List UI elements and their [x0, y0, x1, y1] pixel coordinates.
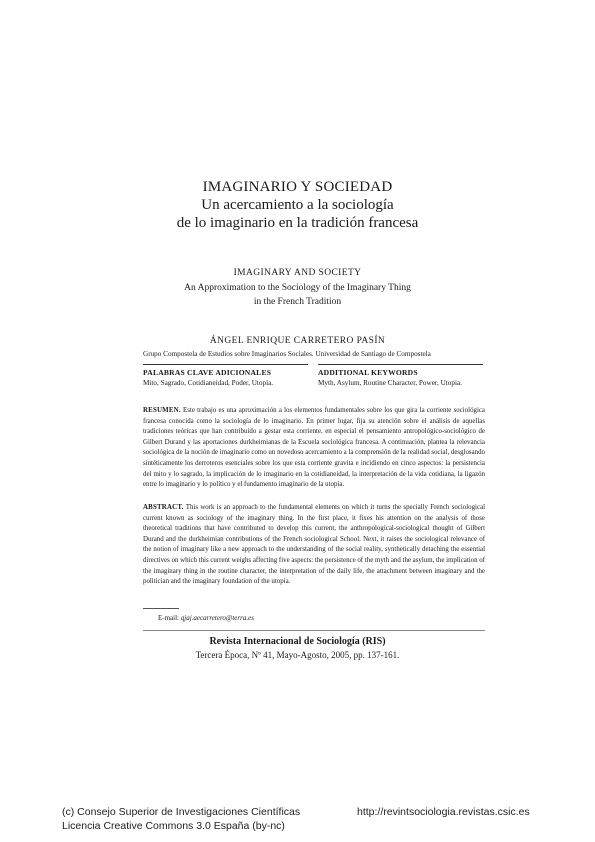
footnote-email	[158, 614, 254, 622]
abstract-text: This work is an approach to the fundamental elements on which it turns the specially French sociological current known as sociology of the imaginary thing. In the first place, it fixes his attention on the analysis of those theoretical traditions that have contributed to develop this current, the anthropological-sociological thought of Gilbert Durand and the durkheimian contributions of the French sociological School. Next, it raises the sociological relevance of the notion of imaginary like a new approach to the understanding of the social reality, synthetically detaching the essential directives on which this current weighs affecting five aspects: the persistence of the myth and the asylum, the implication of the imaginary thing in the routine character, the interpretation of the daily life, the attachment between imaginary and the politician and the imaginary foundation of the utopia.	[143, 504, 486, 586]
title-en-line3: in the French Tradition	[253, 297, 342, 307]
email-address: qjaj.aecarretero@terra.es	[180, 614, 254, 622]
title-en-line2: An Approximation to the Sociology of the Imaginary Thing	[184, 283, 411, 293]
footer-license-line2: Licencia Creative Commons 3.0 España (by-nc)	[62, 820, 285, 832]
abstract-label: ABSTRACT.	[143, 504, 184, 511]
keywords-es-rule	[143, 364, 308, 365]
keywords-en-heading: ADDITIONAL KEYWORDS	[318, 368, 418, 377]
footer-journal-url[interactable]: http://revintsociologia.revistas.csic.es	[357, 806, 530, 818]
title-es-line3: de lo imaginario en la tradición francesa	[176, 215, 419, 231]
title-es-line1: IMAGINARIO Y SOCIEDAD	[202, 179, 393, 195]
footer-license-line1: (c) Consejo Superior de Investigaciones Científicas	[62, 806, 301, 818]
email-prefix: E-mail:	[158, 614, 179, 622]
title-es-line2: Un acercamiento a la sociología	[201, 197, 394, 213]
resumen-label: RESUMEN.	[143, 407, 181, 414]
journal-citation: Tercera Época, Nº 41, Mayo-Agosto, 2005, pp. 137-161.	[195, 650, 400, 660]
title-en-line1: IMAGINARY AND SOCIETY	[233, 268, 362, 278]
author-affiliation: Grupo Compostela de Estudios sobre Imaginarios Sociales. Universidad de Santiago de Compostela	[143, 350, 431, 358]
keywords-en-terms: Myth, Asylum, Routine Character, Power, Utopia.	[318, 379, 462, 387]
keywords-es-terms: Mito, Sagrado, Cotidianeidad, Poder, Utopía.	[143, 379, 274, 387]
journal-name: Revista Internacional de Sociología (RIS)	[209, 636, 386, 647]
journal-rule	[143, 630, 485, 631]
abstract-paragraph	[143, 503, 485, 588]
footnote-rule	[143, 608, 179, 609]
resumen-text: Este trabajo es una aproximación a los elementos fundamentales sobre los que gira la corriente sociológica francesa conocida como la sociología de lo imaginario. En primer lugar, fija su atención sobre el análisis de aquellas tradiciones teóricas que han contribuido a gestar esta corriente, en especial el pensamiento antropológico-sociológico de Gilbert Durand y las aportaciones durkheimianas de la Escuela sociológica francesa. A continuación, plantea la relevancia sociológica de la noción de imaginario como un novedoso acercamiento a la comprensión de la realidad social, desglosando sintéticamente los derroteros esenciales sobre los que esta corriente gravita e incidiendo en cinco aspectos: la persistencia del mito y lo sagrado, la implicación de lo imaginario en la cotidianeidad, la interpretación de la vida cotidiana, la ligazón entre lo imaginario y lo político y el fundamento imaginario de la utopía.	[143, 407, 485, 489]
author-name: ÁNGEL ENRIQUE CARRETERO PASÍN	[209, 336, 386, 346]
keywords-es-heading: PALABRAS CLAVE ADICIONALES	[143, 368, 272, 377]
resumen-paragraph	[143, 406, 485, 491]
keywords-en-rule	[318, 364, 483, 365]
